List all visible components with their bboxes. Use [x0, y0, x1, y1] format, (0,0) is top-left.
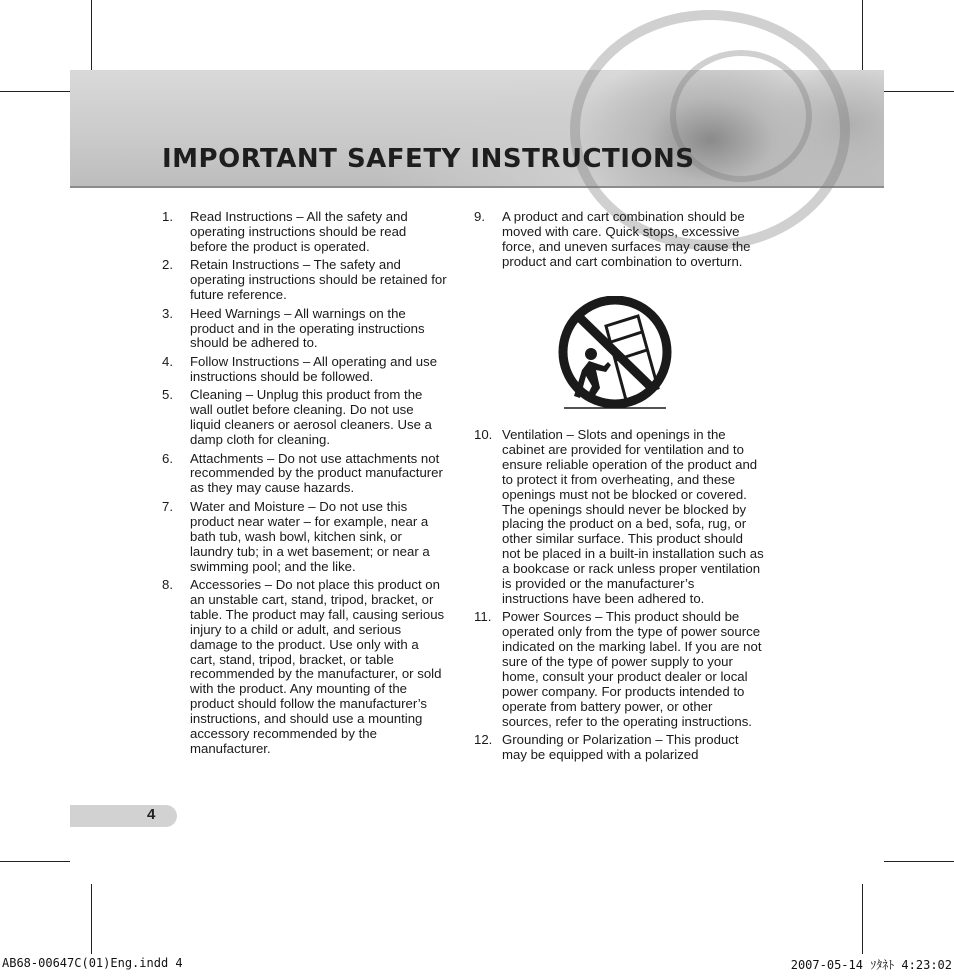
item-number: 2.: [162, 257, 173, 273]
list-item: [474, 610, 764, 729]
right-column-bottom: [474, 428, 764, 767]
list-item: [162, 578, 447, 757]
crop-mark-bottom-right: [862, 884, 863, 954]
crop-mark-top-right: [862, 0, 863, 70]
page-title: IMPORTANT SAFETY INSTRUCTIONS: [162, 144, 695, 174]
list-item: [162, 355, 447, 385]
item-text: Retain Instructions – The safety and operating instructions should be retained for future reference.: [190, 257, 447, 303]
crop-mark-left-bottom: [0, 861, 70, 862]
item-text: Attachments – Do not use attachments not recommended by the product manufacturer as they may cause hazards.: [190, 450, 443, 496]
item-number: 5.: [162, 387, 173, 403]
list-item: [162, 452, 447, 497]
title-banner: [70, 70, 884, 188]
item-text: Cleaning – Unplug this product from the wall outlet before cleaning. Do not use liquid cleaners or aerosol cleaners. Use a damp cloth for cleaning.: [190, 387, 432, 448]
left-column: [162, 210, 447, 760]
list-item: [162, 388, 447, 448]
crop-mark-left-top: [0, 91, 70, 92]
item-number: 10.: [474, 427, 493, 442]
item-number: 8.: [162, 577, 173, 592]
footer-file-name: AB68-00647C(01)Eng.indd 4: [2, 956, 183, 970]
footer-timestamp: 2007-05-14 ｿﾀﾈﾄ 4:23:02: [790, 958, 952, 972]
cart-tip-over-warning-icon: [556, 296, 674, 412]
crop-mark-bottom-left: [91, 884, 92, 954]
item-text: Accessories – Do not place this product on an unstable cart, stand, tripod, bracket, or table. The product may fall, causing serious injury to a child or adult, and serious damage to the product. Use only with a cart, stand, tripod, bracket, or table recommended by the manufacturer, or sold with the product. Any mounting of the product should follow the manufacturer’s instructions, and should use a mounting accessory recommended by the manufacturer.: [190, 577, 445, 756]
item-text: Heed Warnings – All warnings on the product and in the operating instructions should be adhered to.: [190, 305, 425, 351]
crop-mark-right-top: [884, 91, 954, 92]
page-number: 4: [147, 806, 156, 823]
item-number: 4.: [162, 353, 173, 369]
item-text: Grounding or Polarization – This product may be equipped with a polarized: [502, 732, 739, 763]
item-number: 9.: [474, 209, 485, 224]
list-item: [162, 210, 447, 255]
item-number: 1.: [162, 209, 173, 224]
list-item: [474, 210, 764, 270]
item-text: Water and Moisture – Do not use this product near water – for example, near a bath tub, wash bowl, kitchen sink, or laundry tub; in a wet basement; or near a swimming pool; and the like.: [190, 498, 430, 574]
item-number: 6.: [162, 450, 173, 466]
item-number: 7.: [162, 498, 173, 514]
item-number: 11.: [474, 609, 492, 625]
list-item: [474, 733, 764, 763]
page-number-tab: [70, 805, 177, 827]
list-item: [474, 428, 764, 607]
item-text: Follow Instructions – All operating and use instructions should be followed.: [190, 353, 438, 384]
item-text: A product and cart combination should be moved with care. Quick stops, excessive force, and uneven surfaces may cause the product and cart combination to overturn.: [502, 209, 751, 269]
item-text: Read Instructions – All the safety and operating instructions should be read before the product is operated.: [190, 209, 408, 254]
list-item: [162, 500, 447, 575]
item-number: 3.: [162, 305, 173, 321]
item-number: 12.: [474, 732, 493, 748]
right-column-top: [474, 210, 764, 273]
item-text: Ventilation – Slots and openings in the cabinet are provided for ventilation and to ensure reliable operation of the product and to protect it from overheating, and these openings must not be blocked or covered. The openings should never be blocked by placing the product on a bed, sofa, rug, or other similar surface. This product should not be placed in a built-in installation such as a bookcase or rack unless proper ventilation is provided or the manufacturer’s instructions have been adhered to.: [502, 427, 764, 606]
list-item: [162, 258, 447, 303]
crop-mark-right-bottom: [884, 861, 954, 862]
crop-mark-top-left: [91, 0, 92, 70]
list-item: [162, 307, 447, 352]
item-text: Power Sources – This product should be operated only from the type of power source indicated on the marking label. If you are not sure of the type of power supply to your home, consult your product dealer or local power company. For products intended to operate from battery power, or other sources, refer to the operating instructions.: [502, 609, 762, 729]
